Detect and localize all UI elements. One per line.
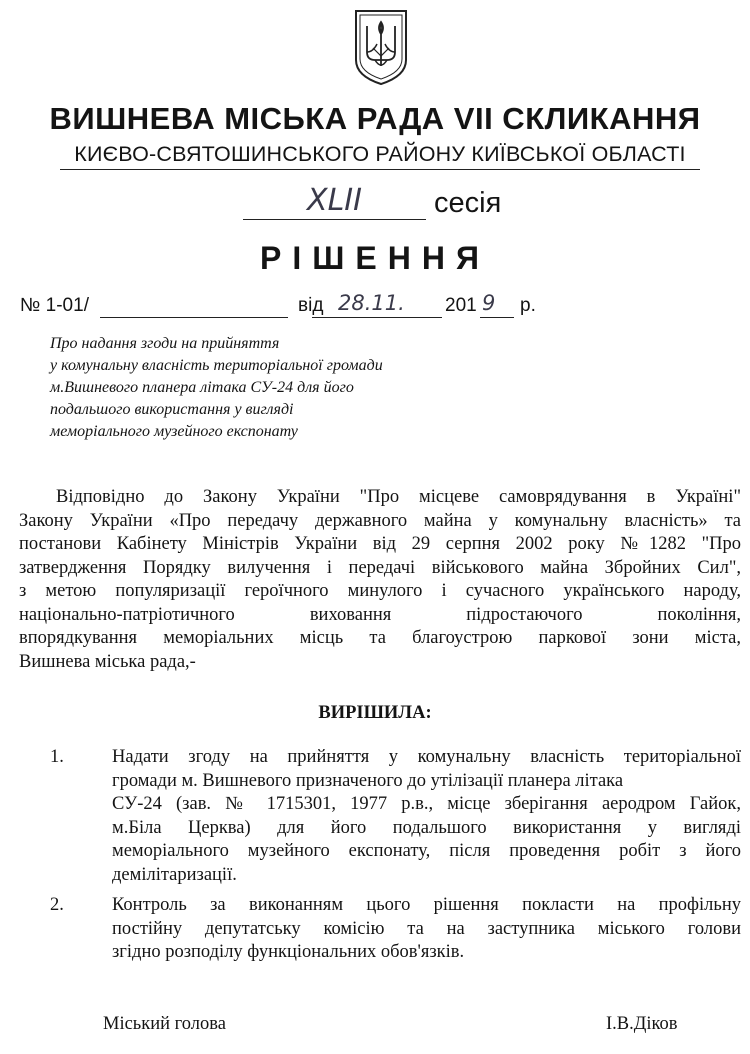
- subject-line: у комунальну власність територіальної громади: [50, 357, 383, 374]
- preamble-paragraph: [19, 486, 741, 674]
- preamble-line: Вишнева міська рада,-: [19, 651, 196, 672]
- preamble-line: постанови Кабінету Міністрів України від 29 серпня 2002 року №1282 "Про: [19, 534, 741, 554]
- preamble-line: національно-патріотичного виховання підростаючого покоління,: [19, 604, 741, 625]
- date-from-label: від: [298, 295, 324, 316]
- decision-number-prefix: № 1-01/: [20, 295, 89, 316]
- preamble-line: Закону України «Про передачу державного майна у комунальну власність» та: [19, 510, 741, 531]
- item-number: 2.: [50, 895, 64, 915]
- preamble-line: впорядкування меморіальних місць та благоустрою паркової зони міста,: [19, 628, 741, 648]
- item-line: СУ-24 (зав. № 1715301, 1977 р.в., місце зберігання аеродром Гайок,: [112, 794, 741, 814]
- council-name: ВИШНЕВА МІСЬКА РАДА VII СКЛИКАННЯ: [49, 101, 701, 136]
- year-unit: р.: [520, 295, 536, 316]
- district-name: КИЄВО-СВЯТОШИНСЬКОГО РАЙОНУ КИЇВСЬКОЇ ОБЛАСТІ: [60, 142, 700, 170]
- resolved-heading: ВИРІШИЛА:: [318, 703, 432, 723]
- item-number: 1.: [50, 747, 64, 767]
- subject-line: меморіального музейного експонату: [50, 423, 298, 440]
- item-line: меморіального музейного експонату, після проведення робіт з його: [112, 841, 741, 861]
- year-field: [480, 291, 514, 318]
- item-line: постійну депутатську комісію та на заступника міського голови: [112, 918, 741, 939]
- handwritten-year-digit: 9: [482, 291, 496, 315]
- mayor-title: Міський голова: [103, 1014, 226, 1034]
- item-line: згідно розподілу функціональних обов'язків.: [112, 942, 465, 962]
- item-line: громади м. Вишневого призначеного до утілізації планера літака: [112, 770, 624, 791]
- mayor-name: І.В.Діков: [606, 1014, 678, 1034]
- subject-line: Про надання згоди на прийняття: [50, 335, 280, 352]
- session-label: сесія: [434, 187, 502, 219]
- handwritten-date: 28.11.: [338, 291, 405, 315]
- decision-number-blank: [100, 295, 288, 318]
- item-line: Надати згоду на прийняття у комунальну власність територіальної: [112, 747, 741, 767]
- preamble-line: Відповідно до Закону України "Про місцеве самоврядування в Україні": [56, 487, 741, 507]
- item-line: демілітаризації.: [112, 864, 237, 885]
- date-field: [312, 291, 442, 318]
- item-text: [112, 746, 741, 887]
- subject-line: м.Вишневого планера літака СУ-24 для його: [50, 379, 354, 396]
- item-line: м.Біла Церква) для його подальшого використання у вигляді: [112, 817, 741, 838]
- preamble-line: затвердження Порядку вилучення і передачі військового майна Збройних Сил",: [19, 557, 741, 578]
- preamble-line: з метою популяризації героїчного минулого і сучасного українського народу,: [19, 581, 741, 601]
- trident-coat-of-arms-icon: [353, 8, 409, 86]
- item-line: Контроль за виконанням цього рішення покласти на профільну: [112, 895, 741, 915]
- year-prefix: 201: [445, 295, 477, 316]
- decision-title: РІШЕННЯ: [260, 240, 490, 276]
- session-number: XLII: [243, 183, 426, 220]
- item-text: [112, 894, 741, 965]
- decision-subject: [50, 333, 470, 443]
- subject-line: подальшого використання у вигляді: [50, 401, 294, 418]
